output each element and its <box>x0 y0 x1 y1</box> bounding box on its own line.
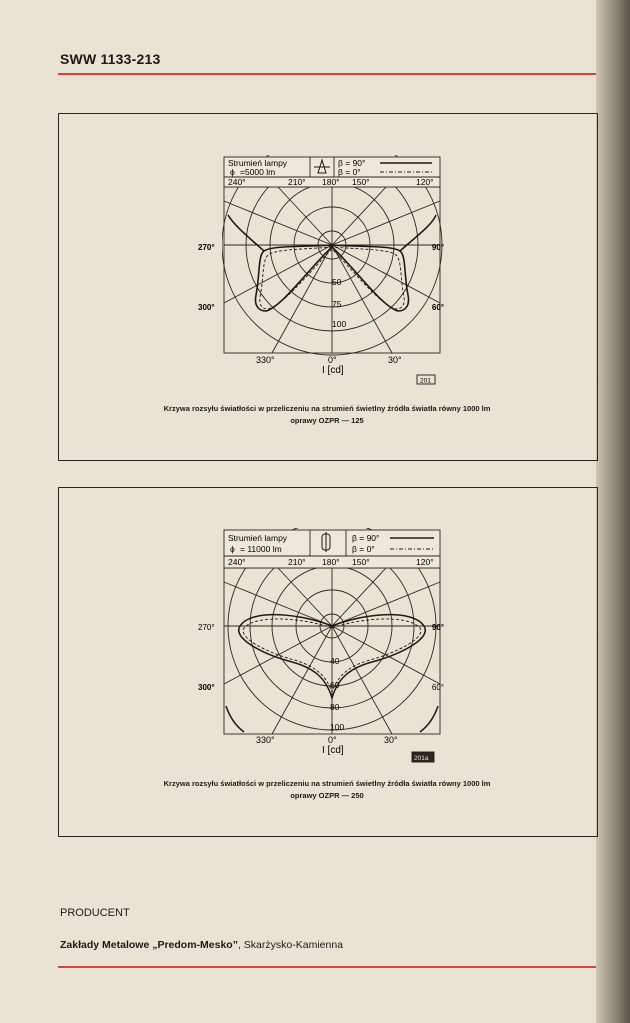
radial-label: 50 <box>332 277 342 287</box>
angle-label: 210° <box>288 557 306 567</box>
producer-heading: PRODUCENT <box>60 907 130 919</box>
legend-beta90-2: β = 90° <box>352 533 380 543</box>
legend-flux-label-2: Strumień lampy <box>228 533 288 543</box>
angle-label: 300° <box>198 683 215 692</box>
unit-label-2: I [cd] <box>322 745 344 756</box>
radial-label: 100 <box>330 722 345 732</box>
angle-label: 0° <box>328 735 337 745</box>
page-edge <box>596 0 630 1023</box>
radial-label: 60 <box>330 680 340 690</box>
legend-beta90-1: β = 90° <box>338 158 366 168</box>
figure-caption-1 <box>58 403 596 427</box>
legend-1 <box>224 157 440 187</box>
radial-label: 75 <box>332 299 342 309</box>
legend-2 <box>224 530 440 568</box>
angle-label: 90° <box>431 243 444 252</box>
radial-label: 40 <box>330 656 340 666</box>
angle-label: 330° <box>256 735 275 745</box>
angle-label: 60° <box>431 683 444 692</box>
caption-line: Krzywa rozsyłu światłości w przeliczeniu na strumień świetlny źródła światła równy 1000 lm <box>163 404 491 413</box>
legend-flux-symbol-2: ϕ <box>230 544 235 554</box>
legend-beta0-2: β = 0° <box>352 544 375 554</box>
figure-number-1: 201 <box>420 377 431 385</box>
legend-flux-value-2: = 11000 lm <box>240 544 282 554</box>
caption-line: oprawy OZPR — 250 <box>290 791 364 800</box>
figure-caption-2 <box>58 778 596 802</box>
angle-label: 180° <box>322 557 340 567</box>
angle-label: 30° <box>388 355 402 365</box>
angle-label: 240° <box>228 177 246 187</box>
legend-flux-symbol-1: ϕ <box>230 167 235 177</box>
producer-city: , Skarżysko-Kamienna <box>237 939 344 951</box>
angle-label: 0° <box>328 355 337 365</box>
angle-label: 120° <box>416 557 434 567</box>
angle-label: 30° <box>384 735 398 745</box>
radial-label: 100 <box>332 319 347 329</box>
legend-beta0-1: β = 0° <box>338 167 361 177</box>
header-red-rule <box>58 73 596 75</box>
angle-label: 150° <box>352 557 370 567</box>
angle-label: 90° <box>431 623 444 632</box>
angle-label: 240° <box>228 557 246 567</box>
side-labels-2 <box>192 620 452 700</box>
caption-line: Krzywa rozsyłu światłości w przeliczeniu na strumień świetlny źródła światła równy 1000 lm <box>163 779 491 788</box>
angle-label: 330° <box>256 355 275 365</box>
footer-red-rule <box>58 966 596 968</box>
angle-label: 300° <box>198 303 215 312</box>
angle-label: 150° <box>352 177 370 187</box>
document-code: SWW 1133-213 <box>60 51 161 67</box>
caption-line: oprawy OZPR — 125 <box>290 416 364 425</box>
angle-label: 180° <box>322 177 340 187</box>
angle-label: 270° <box>198 243 215 252</box>
producer-company: Zakłady Metalowe „Predom-Mesko” <box>60 939 238 951</box>
producer-line <box>60 939 343 951</box>
angle-label: 60° <box>431 303 444 312</box>
legend-flux-label-1: Strumień lampy <box>228 158 288 168</box>
side-labels-1 <box>192 240 452 320</box>
figure-number-2: 201a <box>414 755 429 762</box>
angle-label: 270° <box>198 623 215 632</box>
unit-label-1: I [cd] <box>322 365 344 376</box>
angle-label: 210° <box>288 177 306 187</box>
angle-label: 120° <box>416 177 434 187</box>
legend-flux-value-1: =5000 lm <box>240 167 276 177</box>
radial-label: 80 <box>330 702 340 712</box>
